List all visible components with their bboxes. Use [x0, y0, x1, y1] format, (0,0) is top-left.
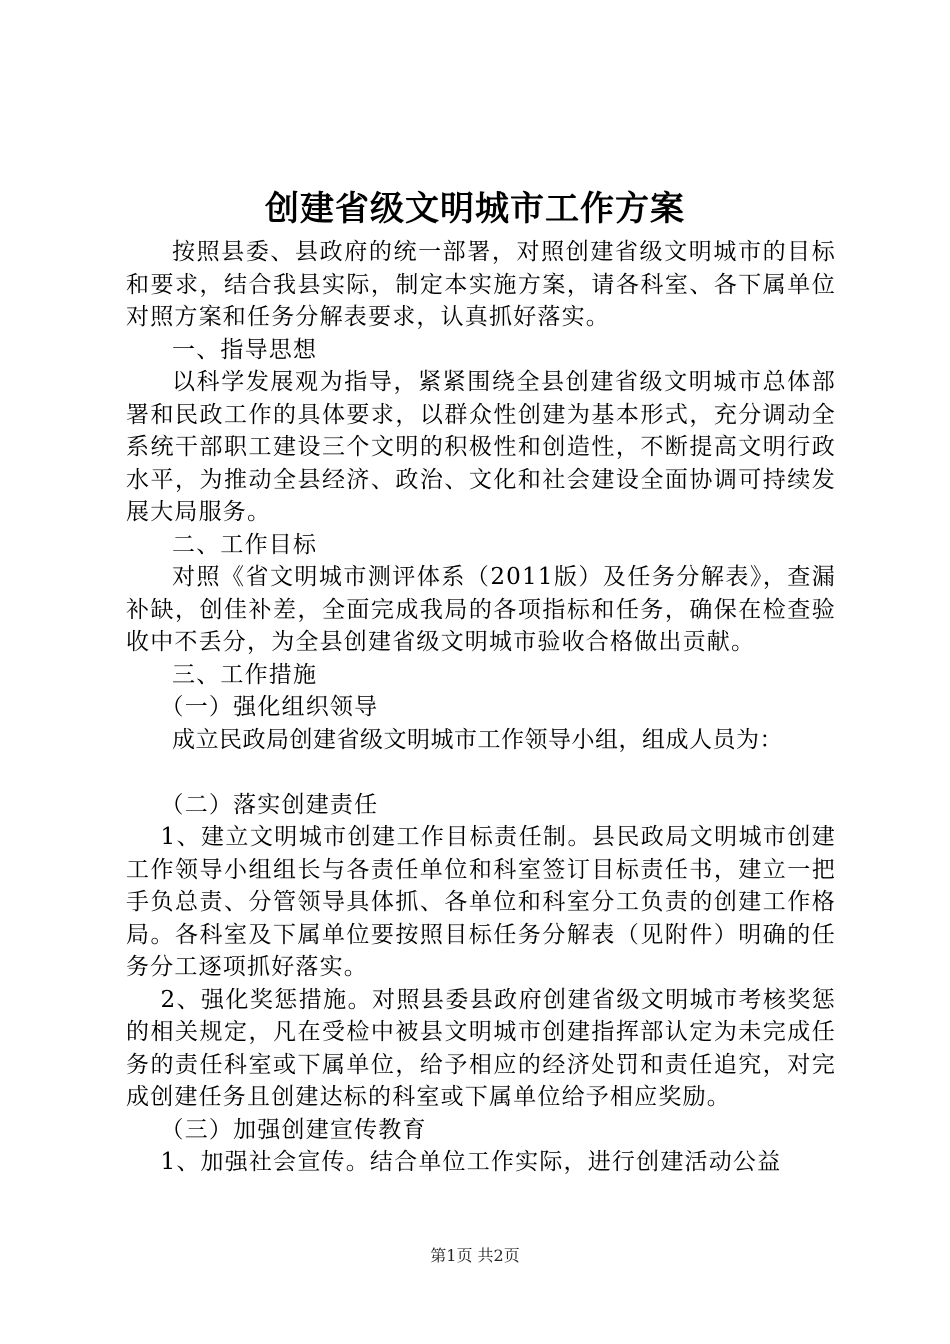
subheading-publicity: （三）加强创建宣传教育 [160, 1116, 427, 1143]
responsibility-item-2: 2、强化奖惩措施。对照县委县政府创建省级文明城市考核奖惩的相关规定，凡在受检中被县文明城市创建指挥部认定为未完成任务的责任科室或下属单位，给予相应的经济处罚和责任追究，对完成创建任务且创建达标的科室或下属单位给予相应奖励。 [126, 986, 836, 1110]
intro-paragraph: 按照县委、县政府的统一部署，对照创建省级文明城市的目标和要求，结合我县实际，制定本实施方案，请各科室、各下属单位对照方案和任务分解表要求，认真抓好落实。 [126, 239, 836, 330]
responsibility-item-1: 1、建立文明城市创建工作目标责任制。县民政局文明城市创建工作领导小组组长与各责任单位和科室签订目标责任书，建立一把手负总责、分管领导具体抓、各单位和科室分工负责的创建工作格局。各科室及下属单位要按照目标任务分解表（见附件）明确的任务分工逐项抓好落实。 [126, 824, 836, 980]
subheading-leadership: （一）强化组织领导 [160, 694, 379, 720]
leadership-paragraph: 成立民政局创建省级文明城市工作领导小组，组成人员为： [172, 726, 783, 753]
section-heading-work-measures: 三、工作措施 [172, 661, 318, 688]
guiding-ideology-paragraph: 以科学发展观为指导，紧紧围绕全县创建省级文明城市总体部署和民政工作的具体要求，以群众性创建为基本形式，充分调动全系统干部职工建设三个文明的积极性和创造性，不断提高文明行政水平，为推动全县经济、政治、文化和社会建设全面协调可持续发展大局服务。 [126, 369, 836, 525]
work-goals-paragraph: 对照《省文明城市测评体系（2011版）及任务分解表》，查漏补缺，创佳补差，全面完成我局的各项指标和任务，确保在检查验收中不丢分，为全县创建省级文明城市验收合格做出贡献。 [126, 564, 836, 655]
section-heading-guiding-ideology: 一、指导思想 [172, 336, 318, 363]
subheading-responsibility: （二）落实创建责任 [160, 791, 379, 818]
page-number-footer: 第1页 共2页 [430, 1246, 520, 1265]
blank-line [126, 756, 836, 789]
document-body [126, 236, 836, 1179]
section-heading-work-goals: 二、工作目标 [172, 531, 318, 558]
publicity-item-1: 1、加强社会宣传。结合单位工作实际，进行创建活动公益 [160, 1149, 782, 1175]
document-title: 创建省级文明城市工作方案 [265, 189, 685, 229]
